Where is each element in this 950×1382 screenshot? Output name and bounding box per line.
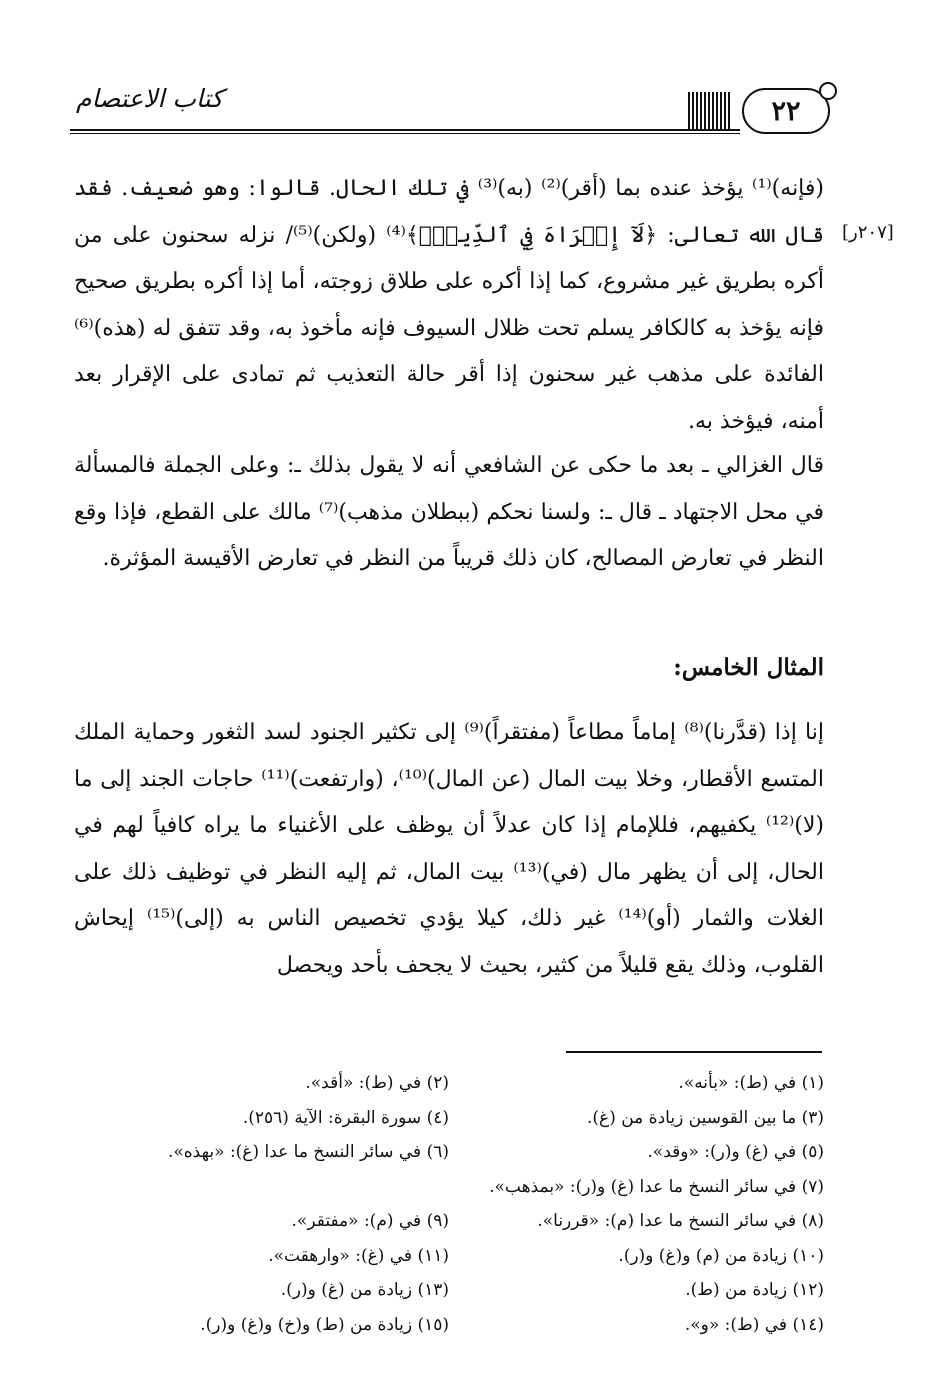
footnote-13: (١٣) زيادة من (غ) و(ر). [280, 1280, 449, 1300]
footnote-row [74, 1308, 824, 1343]
manuscript-folio-ref: [٢٠٧ر] [842, 222, 894, 243]
header-rule-thin [70, 133, 740, 134]
footnote-row [74, 1239, 824, 1274]
footnote-5: (٥) في (غ) و(ر): «وقد». [647, 1142, 824, 1162]
footnote-row [74, 1204, 824, 1239]
page-number-badge [742, 88, 830, 134]
footnote-11: (١١) في (غ): «وارهقت». [268, 1245, 449, 1266]
footnote-7: (٧) في سائر النسخ ما عدا (غ) و(ر): «بمذهب». [489, 1176, 824, 1197]
badge-ornament [819, 82, 837, 100]
footnote-row [74, 1135, 824, 1170]
footnote-4: (٤) سورة البقرة: الآية (٢٥٦). [242, 1107, 449, 1128]
footnote-row [74, 1066, 824, 1101]
footnote-row [74, 1273, 824, 1308]
paragraph-3: إنا إذا (قدَّرنا)⁽⁸⁾ إماماً مطاعاً (مفتقراً)⁽⁹⁾ إلى تكثير الجنود لسد الثغور وحماية الملك المتسع الأقطار، وخلا بيت المال (عن المال)⁽¹⁰⁾، (وارتفعت)⁽¹¹⁾ حاجات الجند إلى ما (لا)⁽¹²⁾ يكفيهم، فللإمام إذا كان عدلاً أن يوظف على الأغنياء ما يراه كافياً لهم في الحال، إلى أن يظهر مال (في)⁽¹³⁾ بيت المال، ثم إليه النظر في توظيف ذلك على الغلات والثمار (أو)⁽¹⁴⁾ غير ذلك، كيلا يؤدي تخصيص الناس به (إلى)⁽¹⁵⁾ إيحاش القلوب، وذلك يقع قليلاً من كثير، بحيث لا يجحف بأحد ويحصل [74, 720, 825, 978]
header-ornament-bars [688, 92, 738, 130]
footnotes [74, 1066, 824, 1342]
footnote-15: (١٥) زيادة من (ط) و(خ) و(غ) و(ر). [200, 1314, 449, 1335]
footnote-14: (١٤) في (ط): «و». [684, 1314, 824, 1335]
footnote-row [74, 1170, 824, 1205]
section-heading: المثال الخامس: [673, 654, 824, 681]
paragraph-1: (فإنه)⁽¹⁾ يؤخذ عنده بما (أقر)⁽²⁾ (به)⁽³⁾ في تلك الحال. قالوا: وهو ضعيف. فقد قال الله تعالى: ﴿لَآ إِكۡرَاهَ فِي ٱلدِّينِۖ﴾⁽⁴⁾ (ولكن)⁽⁵⁾/ نزله سحنون على من أكره بطريق غير مشروع، كما إذا أكره على طلاق زوجته، أما إذا أكره بطريق صحيح فإنه يؤخذ به كالكافر يسلم تحت ظلال السيوف فإنه مأخوذ به، وقد تتفق له (هذه)⁽⁶⁾ الفائدة على مذهب غير سحنون إذا أقر حالة التعذيب ثم تمادى على الإقرار بعد أمنه، فيؤخذ به. [74, 176, 824, 434]
page-number: ٢٢ [771, 95, 801, 127]
footnote-3: (٣) ما بين القوسين زيادة من (غ). [587, 1107, 824, 1128]
footnote-9: (٩) في (م): «مفتقر». [291, 1211, 449, 1231]
footnote-1: (١) في (ط): «بأنه». [678, 1073, 824, 1093]
footnote-8: (٨) في سائر النسخ ما عدا (م): «قررنا». [537, 1211, 824, 1231]
footnote-6: (٦) في سائر النسخ ما عدا (غ): «بهذه». [167, 1142, 449, 1162]
footnote-12: (١٢) زيادة من (ط). [685, 1280, 824, 1300]
footnote-separator [566, 1051, 822, 1053]
footnote-10: (١٠) زيادة من (م) و(غ) و(ر). [618, 1245, 824, 1266]
header-rule [70, 129, 740, 131]
paragraph-2: قال الغزالي ـ بعد ما حكى عن الشافعي أنه لا يقول بذلك ـ: وعلى الجملة فالمسألة في محل الاجتهاد ـ قال ـ: ولسنا نحكم (ببطلان مذهب)⁽⁷⁾ مالك على القطع، فإذا وقع النظر في تعارض المصالح، كان ذلك قريباً من النظر في تعارض الأقيسة المؤثرة. [74, 453, 824, 571]
running-title: كتاب الاعتصام [76, 84, 223, 113]
footnote-row [74, 1101, 824, 1136]
footnote-2: (٢) في (ط): «أقد». [305, 1073, 449, 1093]
page-header [70, 78, 830, 148]
